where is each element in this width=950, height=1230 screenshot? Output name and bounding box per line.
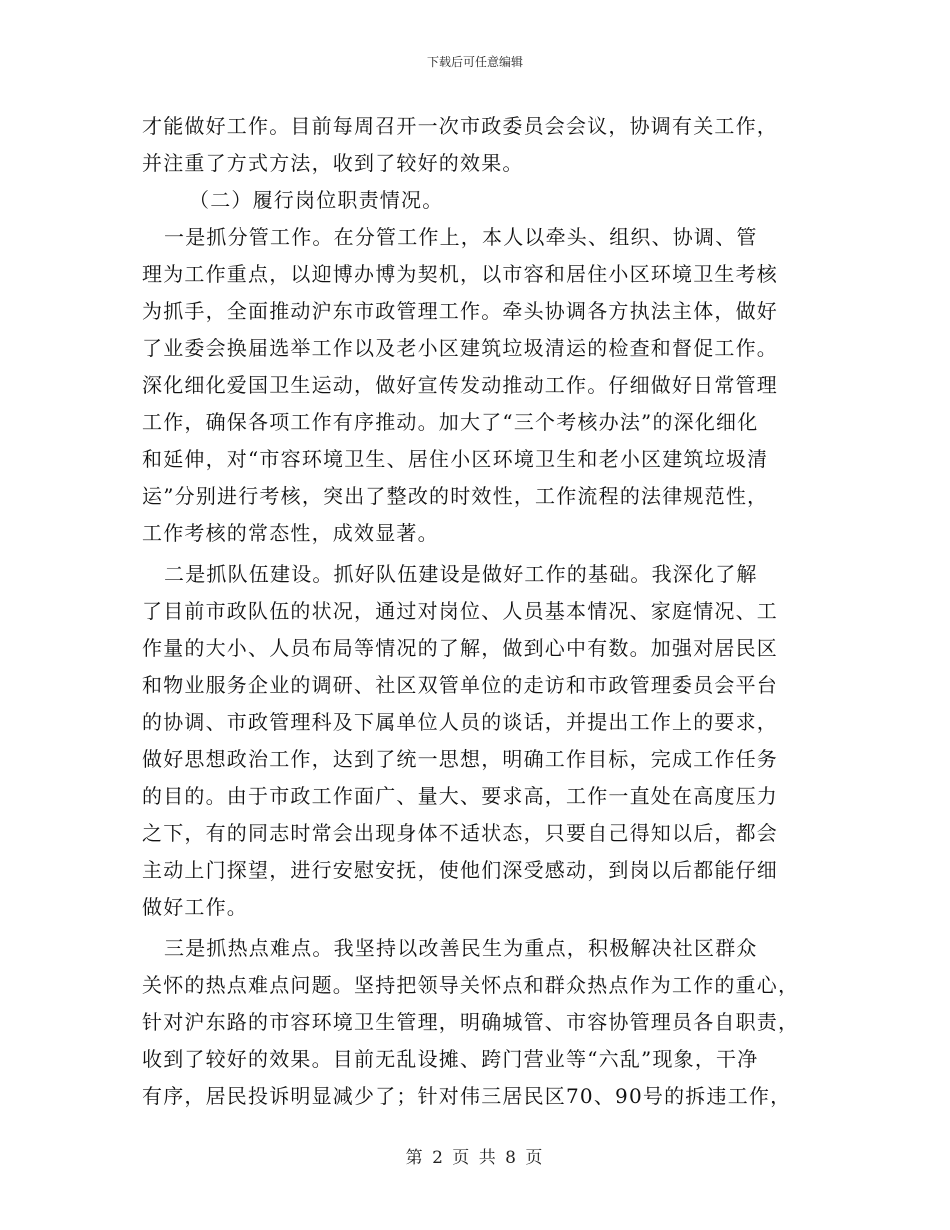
body-line: 运”分别进行考核，突出了整改的时效性，工作流程的法律规范性， bbox=[142, 484, 769, 508]
body-line: 深化细化爱国卫生运动，做好宣传发动推动工作。仔细做好日常管理 bbox=[142, 373, 778, 397]
page-number-footer: 第 2 页 共 8 页 bbox=[405, 1148, 545, 1168]
body-line: 了业委会换届选举工作以及老小区建筑垃圾清运的检查和督促工作。 bbox=[142, 336, 778, 360]
body-line: 的目的。由于市政工作面广、量大、要求高，工作一直处在高度压力 bbox=[142, 784, 778, 808]
body-line: 针对沪东路的市容环境卫生管理，明确城管、市容协管理员各自职责， bbox=[142, 1010, 800, 1034]
body-line: 为抓手，全面推动沪东市政管理工作。牵头协调各方执法主体，做好 bbox=[142, 299, 778, 323]
document-body bbox=[142, 108, 808, 1115]
body-line: 之下，有的同志时常会出现身体不适状态，只要自己得知以后，都会 bbox=[142, 821, 778, 845]
body-line: 关怀的热点难点问题。坚持把领导关怀点和群众热点作为工作的重心， bbox=[142, 973, 800, 997]
body-line: 和物业服务企业的调研、社区双管单位的走访和市政管理委员会平台 bbox=[142, 673, 778, 697]
page-header: 下载后可任意编辑 bbox=[426, 55, 523, 69]
paragraph-first-line: 一是抓分管工作。在分管工作上，本人以牵头、组织、协调、管 bbox=[164, 225, 758, 249]
body-line: 的协调、市政管理科及下属单位人员的谈话，并提出工作上的要求， bbox=[142, 710, 778, 734]
section-heading: （二）履行岗位职责情况。 bbox=[189, 188, 444, 212]
body-line: 了目前市政队伍的状况，通过对岗位、人员基本情况、家庭情况、工 bbox=[142, 599, 778, 623]
body-line: 和延伸，对“市容环境卫生、居住小区环境卫生和老小区建筑垃圾清 bbox=[142, 447, 769, 471]
body-line: 主动上门探望，进行安慰安抚，使他们深受感动，到岗以后都能仔细 bbox=[142, 858, 778, 882]
body-line: 才能做好工作。目前每周召开一次市政委员会会议，协调有关工作， bbox=[142, 114, 778, 138]
body-line: 做好工作。 bbox=[142, 895, 248, 919]
body-line: 作量的大小、人员布局等情况的了解，做到心中有数。加强对居民区 bbox=[142, 636, 778, 660]
body-line: 做好思想政治工作，达到了统一思想，明确工作目标，完成工作任务 bbox=[142, 747, 778, 771]
paragraph-first-line: 三是抓热点难点。我坚持以改善民生为重点，积极解决社区群众 bbox=[164, 936, 758, 960]
body-line: 有序，居民投诉明显减少了；针对伟三居民区70、90号的拆违工作， bbox=[142, 1084, 792, 1108]
body-line: 工作考核的常态性，成效显著。 bbox=[142, 521, 439, 545]
paragraph-first-line: 二是抓队伍建设。抓好队伍建设是做好工作的基础。我深化了解 bbox=[164, 562, 758, 586]
body-line: 工作，确保各项工作有序推动。加大了“三个考核办法”的深化细化 bbox=[142, 410, 759, 434]
body-line: 并注重了方式方法，收到了较好的效果。 bbox=[142, 151, 524, 175]
body-line: 收到了较好的效果。目前无乱设摊、跨门营业等“六乱”现象，干净 bbox=[142, 1047, 759, 1071]
body-line: 理为工作重点，以迎博办博为契机，以市容和居住小区环境卫生考核 bbox=[142, 262, 778, 286]
